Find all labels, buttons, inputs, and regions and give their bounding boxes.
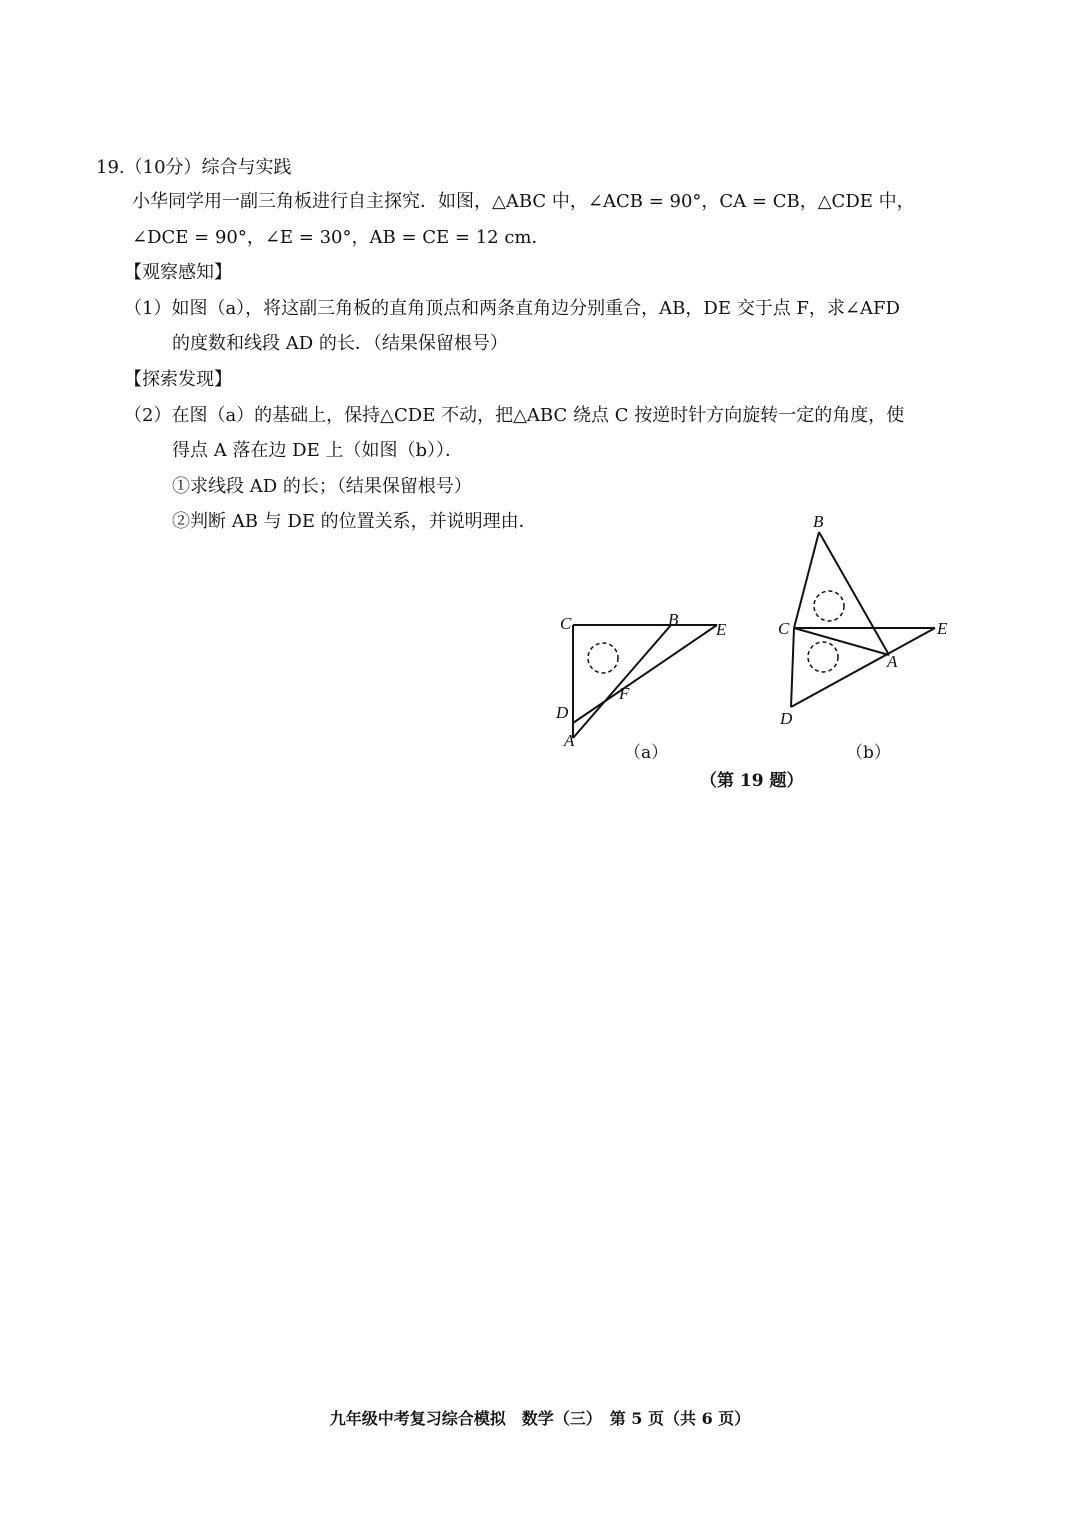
section-title-explore: 【探索发现】 xyxy=(124,369,232,390)
question-header: 19.（10分）综合与实践 xyxy=(96,157,292,178)
section-title-observe: 【观察感知】 xyxy=(124,262,232,283)
part2-line-1: （2）在图（a）的基础上，保持△CDE 不动，把△ABC 绕点 C 按逆时针方向旋转一定的角度，使 xyxy=(124,405,905,426)
label-a-a: A xyxy=(564,731,575,750)
part2-sub-1: ①求线段 AD 的长；（结果保留根号） xyxy=(172,476,472,497)
segment-de-a xyxy=(573,625,717,723)
figure-b xyxy=(775,505,965,730)
intro-line-2: ∠DCE = 90°，∠E = 30°，AB = CE = 12 cm． xyxy=(132,227,550,248)
intro-line-1: 小华同学用一副三角板进行自主探究．如图，△ABC 中，∠ACB = 90°，CA = CB，△CDE 中， xyxy=(132,191,915,212)
page-footer: 九年级中考复习综合模拟 数学（三） 第 5 页（共 6 页） xyxy=(329,1409,751,1428)
part2-sub-2: ②判断 AB 与 DE 的位置关系，并说明理由． xyxy=(172,511,537,532)
label-e-a: E xyxy=(716,620,727,639)
label-b-b: B xyxy=(813,512,824,531)
label-e-b: E xyxy=(937,619,948,638)
label-c-a: C xyxy=(560,614,572,633)
segment-cd-b xyxy=(791,628,794,707)
label-c-b: C xyxy=(778,619,790,638)
caption-figure-a: （a） xyxy=(624,743,669,763)
segment-ba-b xyxy=(819,532,889,655)
segment-ca-b xyxy=(794,628,889,655)
label-f-a: F xyxy=(619,684,630,703)
dashed-circle-upper-b xyxy=(814,591,844,621)
part1-line-1: （1）如图（a），将这副三角板的直角顶点和两条直角边分别重合，AB，DE 交于点 F，求∠AFD xyxy=(124,298,900,319)
label-d-a: D xyxy=(556,703,569,722)
dashed-circle-lower-b xyxy=(808,642,838,672)
figure-caption: （第 19 题） xyxy=(700,771,804,791)
label-d-b: D xyxy=(780,709,793,728)
figure-a xyxy=(545,605,745,755)
label-b-a: B xyxy=(668,610,679,629)
part2-line-2: 得点 A 落在边 DE 上（如图（b））． xyxy=(172,440,463,461)
part1-line-2: 的度数和线段 AD 的长．（结果保留根号） xyxy=(172,333,508,354)
label-a-b: A xyxy=(887,652,898,671)
dashed-circle-a xyxy=(588,643,618,673)
segment-cb-b xyxy=(794,532,819,628)
segment-ab-a xyxy=(573,625,671,738)
caption-figure-b: （b） xyxy=(846,743,891,763)
